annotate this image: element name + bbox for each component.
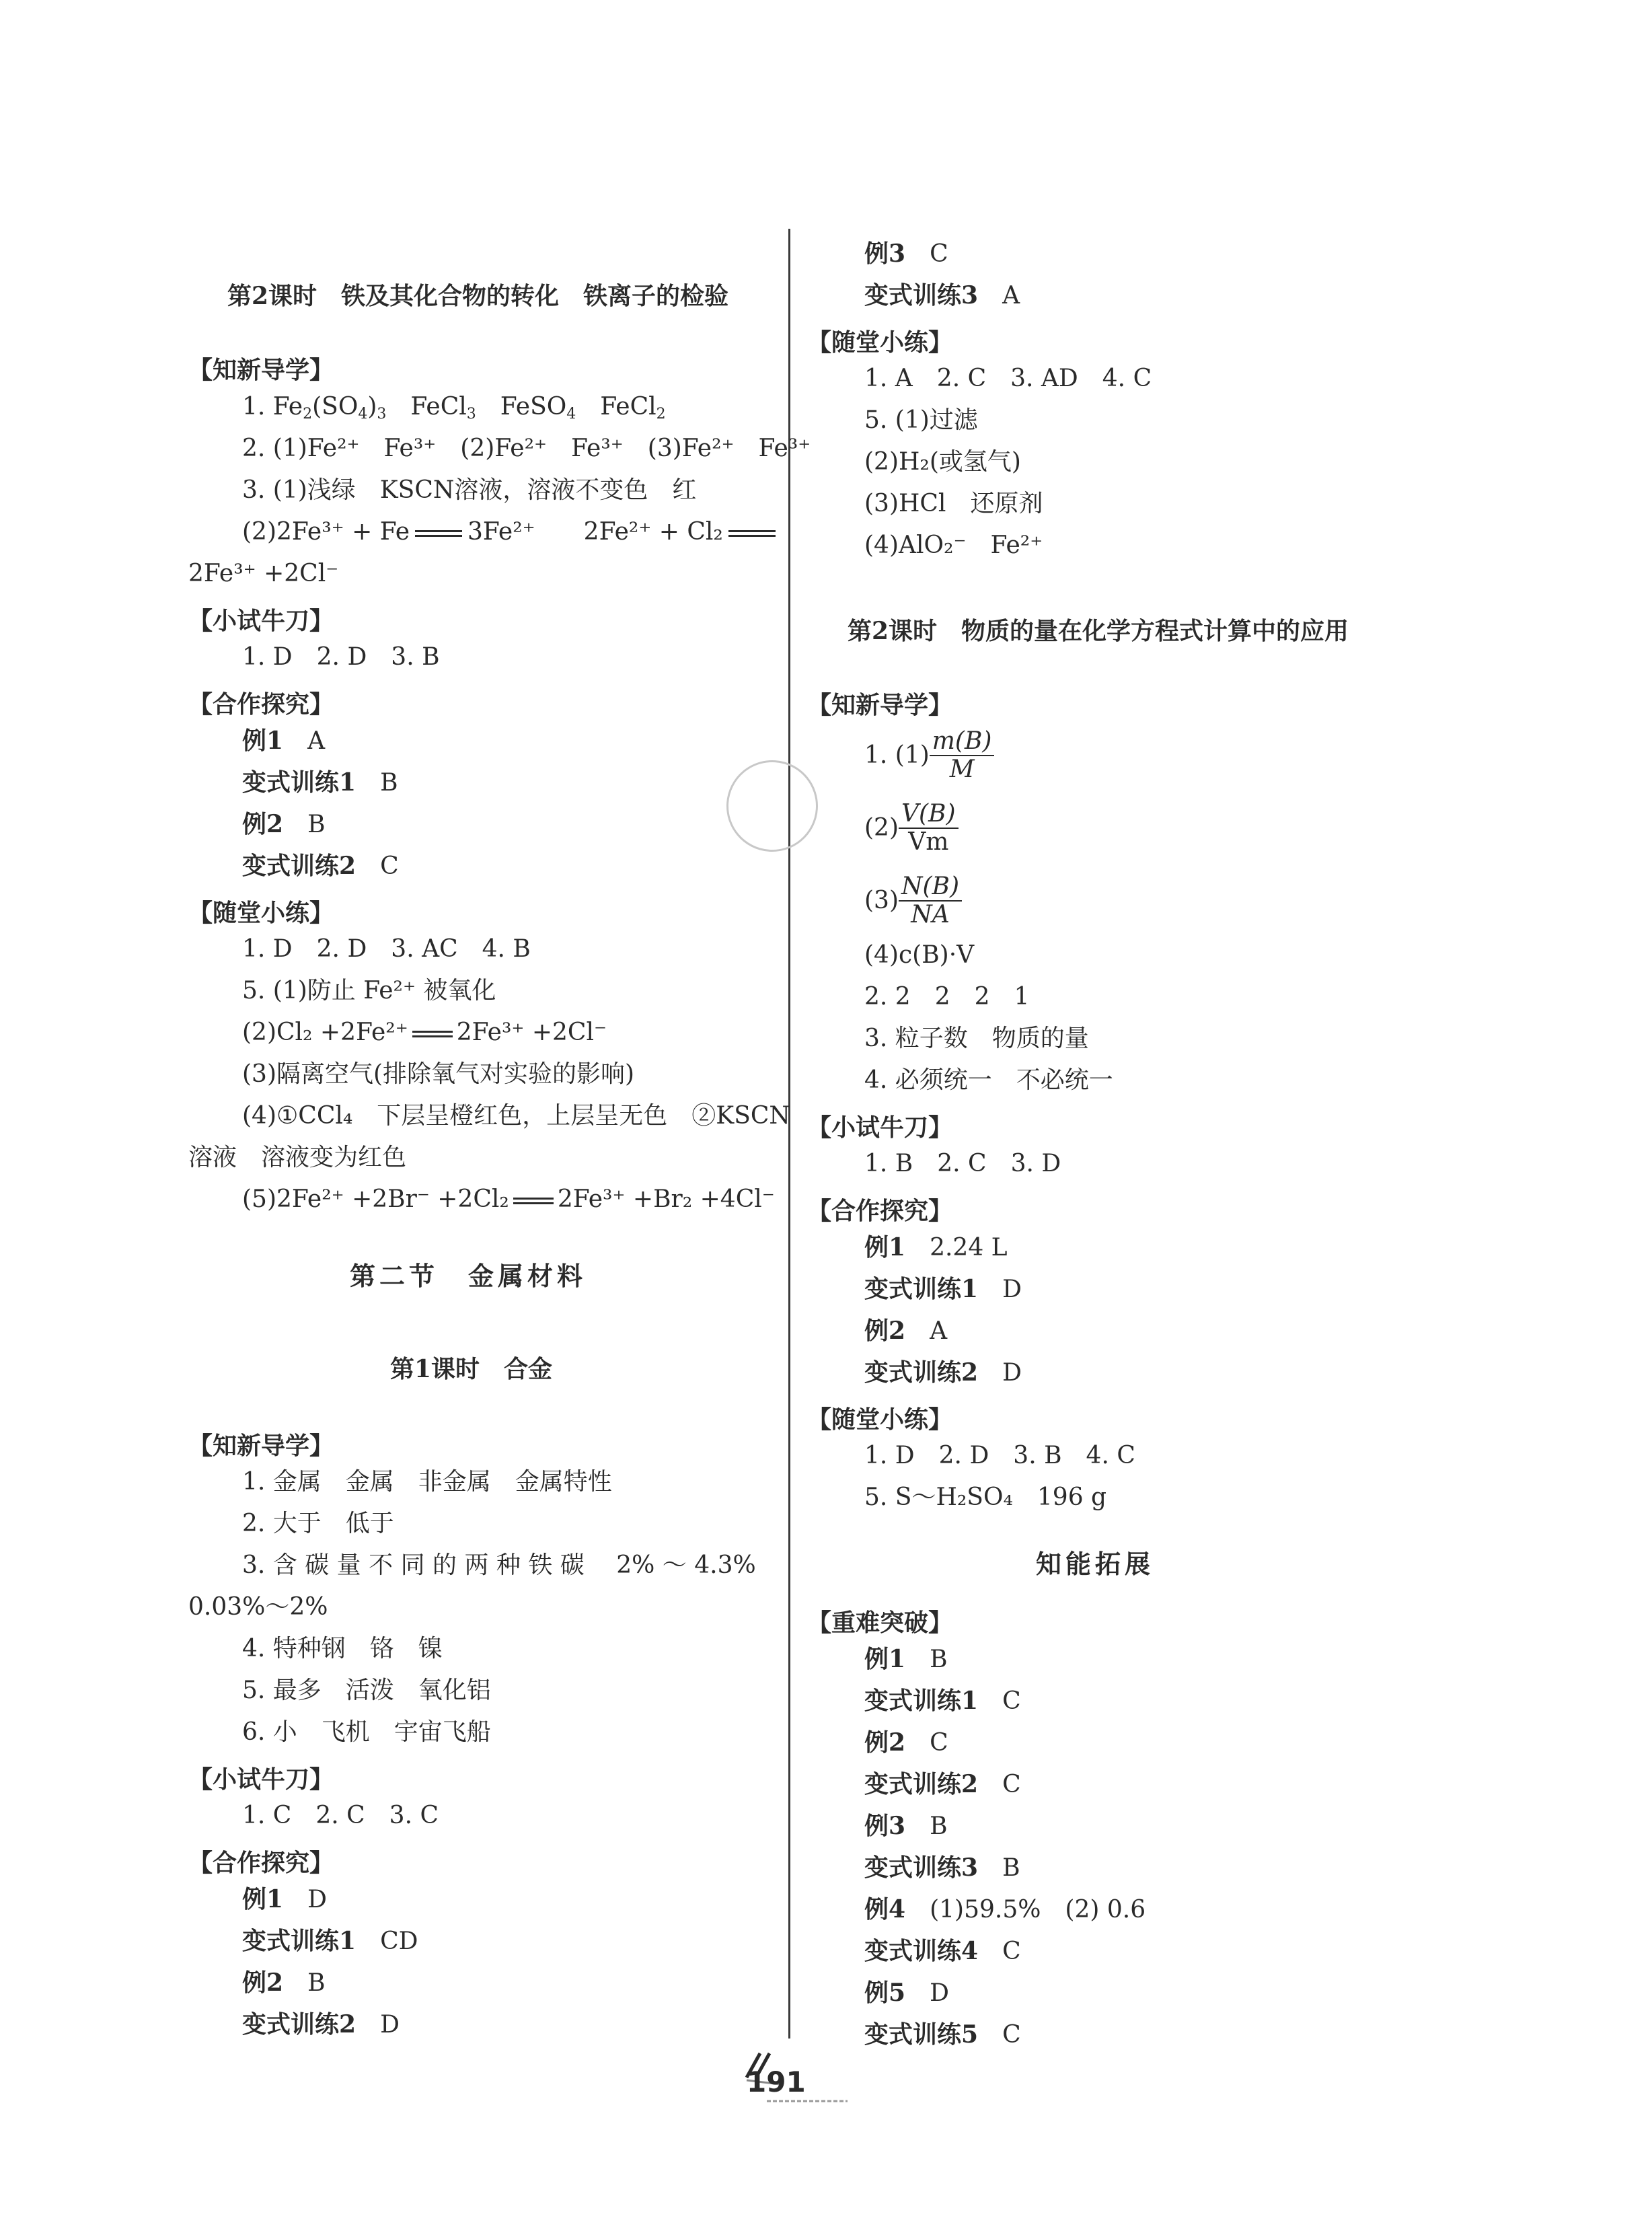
answer-line: 3. 粒子数 物质的量: [864, 1025, 1089, 1052]
answer-line: 1. 金属 金属 非金属 金属特性: [242, 1468, 612, 1496]
answer-line: 5. 最多 活泼 氧化铝: [242, 1677, 491, 1704]
example-item: 例2 B: [242, 810, 326, 838]
example-item: 例2 A: [864, 1317, 948, 1345]
answer-line: 1. C 2. C 3. C: [242, 1802, 439, 1829]
section-heading: 【合作探究】: [188, 1849, 334, 1877]
answer-line: 3. 含 碳 量 不 同 的 两 种 铁 碳 2% ～ 4.3%: [242, 1551, 756, 1579]
section-heading: 【知新导学】: [188, 1432, 334, 1460]
example-item: 变式训练1 B: [242, 768, 398, 797]
example-item: 变式训练2 C: [864, 1770, 1021, 1798]
answer-line: (4)c(B)·V: [864, 941, 975, 969]
example-item: 例5 D: [864, 1979, 949, 2007]
answer-line: 5. (1)过滤: [864, 406, 978, 434]
page-number: 191: [747, 2065, 806, 2098]
equation-line: (5)2Fe²⁺ +2Br⁻ +2Cl₂ 2Fe³⁺ +Br₂ +4Cl⁻: [242, 1185, 775, 1213]
example-item: 变式训练3 A: [864, 281, 1020, 309]
section-heading: 【随堂小练】: [188, 899, 334, 927]
column-divider: [788, 229, 790, 2039]
example-item: 例1 2.24 L: [864, 1233, 1008, 1261]
lesson-title: 第1课时 合金: [390, 1355, 553, 1383]
section-banner: 知能拓展: [1036, 1549, 1155, 1579]
formula-line: (3) $\frac{N(B)}{NA}$: [864, 873, 962, 928]
answer-line: (3)HCl 还原剂: [864, 490, 1043, 517]
section-heading: 【随堂小练】: [807, 1405, 953, 1434]
lesson-title: 第2课时 物质的量在化学方程式计算中的应用: [848, 617, 1349, 645]
equation-line: (2)Cl₂ +2Fe²⁺ 2Fe³⁺ +2Cl⁻: [242, 1019, 607, 1046]
answer-line: (3)隔离空气(排除氧气对实验的影响): [242, 1060, 635, 1088]
equals-sign: [415, 530, 462, 537]
fraction: $\frac{m(B)}{M}$: [930, 728, 995, 783]
fraction: $\frac{V(B)}{Vm}$: [899, 801, 959, 856]
section-heading: 【小试牛刀】: [188, 1765, 334, 1794]
equation-right: 3Fe²⁺ 2Fe²⁺ + Cl₂: [467, 518, 723, 546]
lesson-title: 第2课时 铁及其化合物的转化 铁离子的检验: [227, 282, 729, 310]
answer-line: 4. 必须统一 不必统一: [864, 1066, 1113, 1094]
section-heading: 【小试牛刀】: [807, 1113, 953, 1142]
fraction: $\frac{N(B)}{NA}$: [899, 873, 962, 928]
section-heading: 【合作探究】: [188, 690, 334, 719]
example-item: 例3 B: [864, 1812, 948, 1840]
example-item: 变式训练5 C: [864, 2020, 1021, 2049]
answer-line: 4. 特种钢 铬 镍: [242, 1635, 443, 1662]
example-item: 变式训练1 D: [864, 1275, 1022, 1303]
answer-line: 6. 小 飞机 宇宙飞船: [242, 1718, 491, 1746]
answer-line: (4)①CCl₄ 下层呈橙红色，上层呈无色 ②KSCN: [242, 1102, 790, 1130]
answer-line: 1. B 2. C 3. D: [864, 1150, 1061, 1177]
example-item: 例4 (1)59.5% (2) 0.6: [864, 1895, 1146, 1923]
equals-sign: [412, 1031, 453, 1037]
equation-line: [242, 519, 781, 546]
formula-line: 1. (1) $\frac{m(B)}{M}$: [864, 728, 994, 783]
answer-line: 1. D 2. D 3. B: [242, 643, 440, 671]
answer-line: 0.03%～2%: [188, 1593, 328, 1621]
answer-line: 1. $Fe_2(SO_4)_3$ FeCl$_3$ FeSO$_4$ FeCl$_2$: [242, 393, 666, 423]
section-heading: 【小试牛刀】: [188, 607, 334, 635]
answer-line: 1. A 2. C 3. AD 4. C: [864, 365, 1152, 392]
example-item: 变式训练1 CD: [242, 1927, 418, 1955]
equals-sign: [513, 1198, 554, 1204]
answer-line: (2)H₂(或氢气): [864, 448, 1021, 476]
page-underline-decoration: [767, 2098, 848, 2104]
answer-line: 2Fe³⁺ +2Cl⁻: [188, 560, 339, 587]
section-heading: 【随堂小练】: [807, 328, 953, 357]
example-item: 变式训练2 C: [242, 852, 399, 880]
example-item: 例1 B: [864, 1645, 948, 1673]
equation-left: (2)2Fe³⁺ + Fe: [242, 518, 410, 546]
example-item: 变式训练1 C: [864, 1687, 1021, 1715]
answer-line: 2. 2 2 2 1: [864, 983, 1030, 1011]
example-item: 变式训练3 B: [864, 1853, 1020, 1882]
section-heading: 【合作探究】: [807, 1197, 953, 1225]
example-item: 例1 A: [242, 727, 326, 755]
answer-line: 2. 大于 低于: [242, 1510, 394, 1537]
answer-line: 2. (1)Fe²⁺ Fe³⁺ (2)Fe²⁺ Fe³⁺ (3)Fe²⁺ Fe³⁺: [242, 435, 811, 462]
example-item: 例2 B: [242, 1969, 326, 1997]
answer-line: 1. D 2. D 3. AC 4. B: [242, 935, 531, 963]
section-heading: 【知新导学】: [188, 356, 334, 384]
answer-line: (4)AlO₂⁻ Fe²⁺: [864, 531, 1043, 559]
answer-line: 3. (1)浅绿 KSCN溶液，溶液不变色 红: [242, 476, 697, 504]
example-item: 例3 C: [864, 240, 948, 268]
section-heading: 【重难突破】: [807, 1609, 953, 1637]
example-item: 例1 D: [242, 1885, 327, 1913]
answer-line: 溶液 溶液变为红色: [188, 1144, 407, 1171]
example-item: 变式训练4 C: [864, 1937, 1021, 1965]
answer-line: 1. D 2. D 3. B 4. C: [864, 1442, 1135, 1469]
answer-line: 5. (1)防止 Fe²⁺ 被氧化: [242, 977, 496, 1004]
stamp-watermark: [714, 748, 829, 863]
equals-sign: [728, 530, 776, 537]
chapter-title: 第二节 金属材料: [350, 1261, 587, 1291]
example-item: 例2 C: [864, 1728, 948, 1757]
section-heading: 【知新导学】: [807, 691, 953, 719]
example-item: 变式训练2 D: [242, 2010, 400, 2039]
formula-line: (2) $\frac{V(B)}{Vm}$: [864, 801, 959, 856]
example-item: 变式训练2 D: [864, 1358, 1022, 1387]
answer-line: 5. S～H₂SO₄ 196 g: [864, 1483, 1107, 1511]
